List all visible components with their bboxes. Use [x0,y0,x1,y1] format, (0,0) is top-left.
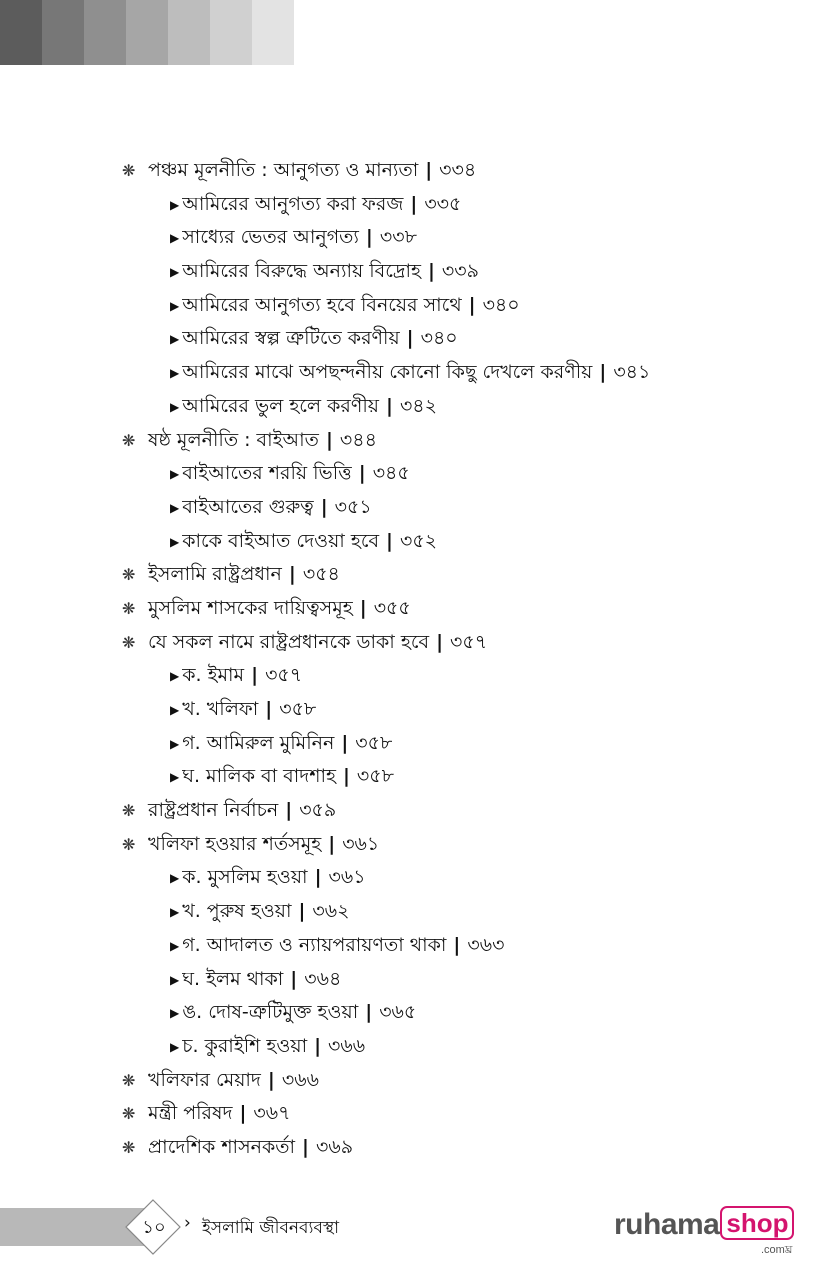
toc-entry-page: ৩৪২ [399,394,437,417]
arrow-right-icon: ▶ [170,197,180,212]
header-bar [0,0,42,65]
toc-entry-title: মন্ত্রী পরিষদ [148,1102,233,1125]
toc-separator: | [365,1001,373,1024]
toc-separator: | [425,159,433,181]
toc-entry-title: আমিরের বিরুদ্ধে অন্যায় বিদ্রোহ [182,260,421,283]
toc-entry-title: রাষ্ট্রপ্রধান নির্বাচন [148,799,279,822]
toc-entry-page: ৩৬৬ [281,1068,319,1091]
toc-separator: | [359,596,367,619]
arrow-right-icon: ▶ [170,534,180,549]
toc-subentry [122,221,762,255]
arrow-right-icon: ▶ [170,938,180,953]
toc-separator: | [342,765,350,788]
toc-entry-title: গ. আদালত ও ন্যায়পরায়ণতা থাকা [182,933,447,956]
toc-separator: | [320,495,328,518]
toc-entry-title: খলিফা হওয়ার শর্তসমূহ [148,832,322,855]
toc-subentry [122,760,762,794]
toc-entry [122,592,762,626]
toc-entry [122,828,762,862]
toc-subentry [122,491,762,525]
toc-entry-title: পঞ্চম মূলনীতি : আনুগত্য ও মান্যতা [148,159,419,181]
toc-entry-page: ৩৬৪ [304,967,342,990]
toc-entry-page: ৩৪৪ [339,428,377,451]
toc-entry [122,1131,762,1165]
flower-bullet-icon: ❋ [122,632,136,652]
toc-entry-title: প্রাদেশিক শাসনকর্তা [148,1135,296,1158]
toc-separator: | [314,1034,322,1057]
toc-entry-title: কাকে বাইআত দেওয়া হবে [182,529,380,552]
toc-entry-title: আমিরের ভুল হলে করণীয় [182,394,379,417]
toc-entry-page: ৩৩৯ [441,260,479,283]
toc-entry-page: ৩৬৭ [253,1102,291,1125]
toc-entry-title: মুসলিম শাসকের দায়িত্বসমূহ [148,596,353,619]
flower-bullet-icon: ❋ [122,565,136,585]
toc-entry-page: ৩৪০ [420,327,458,350]
arrow-right-icon: ▶ [170,399,180,414]
toc-entry-title: যে সকল নামে রাষ্ট্রপ্রধানকে ডাকা হবে [148,630,430,653]
toc-entry [122,154,762,188]
toc-entry-page: ৩৫৮ [356,765,394,788]
toc-subentry [122,963,762,997]
toc-separator: | [453,933,461,956]
logo-text-suffix: .comঘ্র [760,1244,793,1256]
arrow-right-icon: ▶ [170,736,180,751]
toc-entry-title: আমিরের আনুগত্য হবে বিনয়ের সাথে [182,293,462,316]
toc-subentry [122,693,762,727]
page-number: ১০ [142,1217,166,1238]
ruhamashop-logo [614,1206,794,1254]
toc-entry [122,1064,762,1098]
toc-entry-title: গ. আমিরুল মুমিনিন [182,731,335,754]
toc-separator: | [290,967,298,990]
toc-subentry [122,390,762,424]
arrow-right-icon: ▶ [170,905,180,920]
toc-separator: | [599,361,607,384]
flower-bullet-icon: ❋ [122,834,136,854]
toc-subentry [122,727,762,761]
toc-separator: | [386,394,393,417]
header-bar [252,0,294,65]
arrow-right-icon: ▶ [170,703,180,717]
logo-text-shop: shop [720,1206,794,1240]
toc-subentry [122,457,762,491]
toc-subentry [122,929,762,963]
toc-entry-page: ৩৬৯ [315,1135,354,1158]
toc-entry-title: চ. কুরাইশি হওয়া [182,1034,308,1057]
toc-entry-title: সাধ্যের ভেতর আনুগত্য [182,226,359,249]
toc-entry-page: ৩৬১ [328,866,366,889]
toc-entry-page: ৩৬৬ [328,1034,366,1057]
flower-bullet-icon: ❋ [122,161,136,180]
toc-separator: | [298,900,306,923]
toc-entry [122,424,762,458]
toc-entry-page: ৩৫৭ [450,630,488,653]
toc-entry-page: ৩৪০ [482,293,520,316]
toc-entry-title: খ. খলিফা [182,698,259,720]
toc-subentry [122,188,762,222]
toc-separator: | [365,226,373,249]
toc-entry-page: ৩৬২ [312,900,350,923]
chevron-right-icon: › [184,1213,191,1233]
toc-entry-page: ৩৬১ [342,832,380,855]
toc-entry [122,626,762,660]
toc-entry-page: ৩৫৮ [279,698,317,720]
toc-separator: | [427,260,435,283]
arrow-right-icon: ▶ [170,1006,180,1021]
arrow-right-icon: ▶ [170,500,180,515]
toc-entry-title: বাইআতের শরয়ি ভিত্তি [182,462,352,485]
toc-subentry [122,255,762,289]
toc-entry-title: আমিরের আনুগত্য করা ফরজ [182,192,404,215]
book-title: ইসলামি জীবনব্যবস্থা [202,1218,340,1238]
toc-entry [122,1097,762,1131]
toc-separator: | [468,293,476,316]
toc-entry-title: খ. পুরুষ হওয়া [182,900,292,923]
toc-separator: | [285,799,293,822]
toc-separator: | [328,832,336,855]
toc-separator: | [358,462,366,485]
toc-entry-page: ৩৩৫ [424,192,462,215]
toc-entry [122,558,762,592]
toc-entry-page: ৩৩৮ [379,226,417,249]
toc-entry-title: ঘ. মালিক বা বাদশাহ [182,765,336,788]
arrow-right-icon: ▶ [170,231,180,246]
toc-entry-title: ষষ্ঠ মূলনীতি : বাইআত [148,428,319,451]
flower-bullet-icon: ❋ [122,1104,136,1124]
flower-bullet-icon: ❋ [122,598,136,618]
toc-entry-title: বাইআতের গুরুত্ব [182,495,314,518]
toc-subentry [122,861,762,895]
arrow-right-icon: ▶ [170,770,180,785]
toc-entry-page: ৩৫৪ [302,563,340,586]
flower-bullet-icon: ❋ [122,1070,136,1090]
arrow-right-icon: ▶ [170,669,180,684]
header-bar [210,0,252,65]
toc-separator: | [314,866,322,889]
toc-entry [122,794,762,828]
toc-entry-page: ৩৫২ [400,529,438,552]
flower-bullet-icon: ❋ [122,801,136,821]
toc-subentry [122,322,762,356]
toc-entry-title: ইসলামি রাষ্ট্রপ্রধান [148,563,282,586]
toc-entry-page: ৩৫৯ [299,799,337,822]
toc-separator: | [410,192,418,215]
toc-entry-title: আমিরের স্বল্প ত্রুটিতে করণীয় [182,327,400,350]
header-bar [42,0,84,65]
arrow-right-icon: ▶ [170,1039,180,1054]
toc-subentry [122,996,762,1030]
header-bar [168,0,210,65]
toc-subentry [122,895,762,929]
toc-entry-title: ক. মুসলিম হওয়া [182,866,308,889]
toc-subentry [122,1030,762,1064]
toc-entry-page: ৩৩৪ [439,159,477,181]
toc-separator: | [406,327,414,350]
arrow-right-icon: ▶ [170,972,180,987]
arrow-right-icon: ▶ [170,265,180,280]
toc-entry-page: ৩৫৫ [373,596,411,619]
toc-entry-page: ৩৫৭ [265,664,303,687]
toc-separator: | [341,731,349,754]
flower-bullet-icon: ❋ [122,1137,136,1157]
arrow-right-icon: ▶ [170,298,180,313]
arrow-right-icon: ▶ [170,366,180,381]
toc-entry-page: ৩৬৩ [467,933,505,956]
toc-separator: | [239,1102,247,1125]
arrow-right-icon: ▶ [170,467,180,482]
toc-separator: | [265,698,273,720]
toc-entry-page: ৩৬৫ [379,1001,417,1024]
toc-separator: | [267,1068,275,1091]
toc-entry-page: ৩৪১ [613,361,651,384]
toc-entry-title: আমিরের মাঝে অপছন্দনীয় কোনো কিছু দেখলে করণীয় [182,361,593,384]
toc-entry-page: ৩৫১ [334,495,372,518]
toc-separator: | [386,529,393,552]
toc-separator: | [251,664,259,687]
toc-subentry [122,525,762,559]
header-bar [84,0,126,65]
arrow-right-icon: ▶ [170,332,180,347]
flower-bullet-icon: ❋ [122,430,136,450]
toc-entry-page: ৩৫৮ [355,731,393,754]
table-of-contents [122,154,762,1165]
toc-subentry [122,659,762,693]
toc-entry-title: ঙ. দোষ-ত্রুটিমুক্ত হওয়া [182,1001,359,1024]
toc-entry-page: ৩৪৫ [372,462,410,485]
arrow-right-icon: ▶ [170,871,180,886]
toc-entry-title: ক. ইমাম [182,664,245,687]
logo-text-ruhama: ruhama [614,1208,720,1241]
toc-entry-title: ঘ. ইলম থাকা [182,967,284,990]
toc-subentry [122,356,762,390]
toc-separator: | [302,1135,309,1158]
toc-subentry [122,289,762,323]
toc-separator: | [436,630,444,653]
toc-entry-title: খলিফার মেয়াদ [148,1068,261,1091]
header-gradient-bars [0,0,294,65]
header-bar [126,0,168,65]
toc-separator: | [288,563,296,586]
toc-separator: | [325,428,333,451]
